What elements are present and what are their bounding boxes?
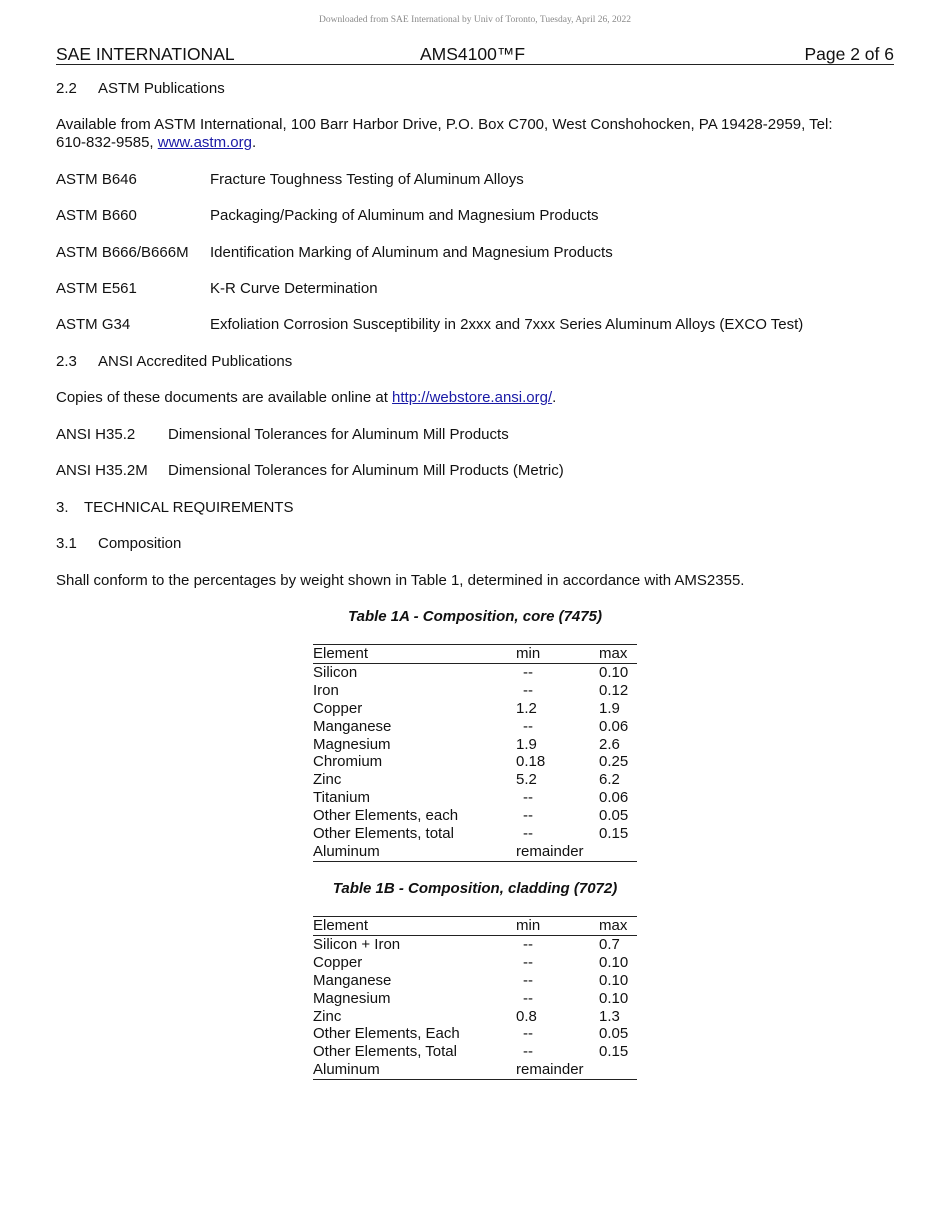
cell-min: -- [523, 717, 533, 735]
ansi-ref-row [56, 426, 916, 446]
table-row [313, 718, 637, 736]
table-row [313, 843, 637, 861]
section-2-3-heading [56, 353, 292, 370]
table-1a [313, 644, 637, 862]
header-org: SAE INTERNATIONAL [56, 44, 235, 64]
header-page-number: Page 2 of 6 [804, 44, 894, 64]
cell-element: Other Elements, Each [313, 1025, 460, 1043]
table-1b-caption: Table 1B - Composition, cladding (7072) [332, 880, 618, 897]
section-title: ANSI Accredited Publications [98, 353, 293, 370]
header-doc-number: AMS4100™F [420, 44, 526, 64]
table-row [313, 1025, 637, 1043]
cell-min: -- [523, 825, 533, 843]
section-title: ASTM Publications [98, 80, 225, 97]
cell-element: Other Elements, total [313, 825, 454, 843]
cell-max [599, 1061, 637, 1079]
astm-website-link[interactable]: www.astm.org [157, 134, 252, 151]
cell-element: Magnesium [313, 735, 391, 753]
cell-element: Manganese [313, 971, 392, 989]
table-row [313, 990, 637, 1008]
composition-text: Shall conform to the percentages by weight shown in Table 1, determined in accordance with AMS2355. [56, 572, 745, 589]
ref-code: ASTM B666/B666M [56, 244, 189, 261]
section-title: TECHNICAL REQUIREMENTS [84, 499, 294, 516]
cell-min: -- [523, 935, 533, 953]
ref-title: K-R Curve Determination [210, 280, 378, 297]
ref-code: ANSI H35.2M [56, 462, 148, 479]
table-row [313, 807, 637, 825]
cell-min: -- [523, 663, 533, 681]
cell-max: 0.05 [599, 1025, 629, 1043]
cell-min: 1.2 [516, 699, 537, 717]
cell-min: -- [523, 789, 533, 807]
ref-code: ASTM B660 [56, 207, 137, 224]
cell-max: 0.10 [599, 971, 629, 989]
cell-element: Copper [313, 699, 363, 717]
cell-min: remainder [516, 842, 584, 860]
cell-min: 0.8 [516, 1007, 537, 1025]
cell-element: Zinc [313, 771, 342, 789]
cell-max: 0.7 [599, 935, 620, 953]
table-row [313, 1061, 637, 1079]
header-max: max [599, 645, 628, 662]
cell-min: -- [523, 953, 533, 971]
astm-ref-row [56, 244, 916, 264]
table-1b [313, 916, 637, 1080]
download-note: Downloaded from SAE International by Univ of Toronto, Tuesday, April 26, 2022 [318, 15, 631, 25]
cell-min: -- [523, 971, 533, 989]
cell-max: 0.25 [599, 753, 629, 771]
astm-intro-period: . [251, 134, 257, 151]
ref-code: ASTM E561 [56, 280, 137, 297]
table-row [313, 972, 637, 990]
ansi-intro-period: . [552, 389, 557, 406]
ref-title: Dimensional Tolerances for Aluminum Mill Products (Metric) [168, 462, 564, 479]
ansi-ref-row [56, 462, 916, 482]
cell-min: -- [523, 681, 533, 699]
table-row [313, 1008, 637, 1026]
section-2-2-heading [56, 80, 225, 97]
cell-element: Iron [313, 681, 339, 699]
page-header [56, 44, 894, 65]
section-number: 2.3 [56, 353, 77, 370]
table-1a-caption: Table 1A - Composition, core (7475) [348, 608, 602, 625]
astm-ref-row [56, 316, 916, 336]
cell-element: Chromium [313, 753, 383, 771]
table-row [313, 700, 637, 718]
cell-min: -- [523, 807, 533, 825]
header-min: min [516, 645, 541, 662]
header-min: min [516, 917, 541, 934]
cell-min: -- [523, 989, 533, 1007]
ref-code: ASTM B646 [56, 171, 137, 188]
header-element: Element [313, 645, 369, 662]
cell-element: Silicon + Iron [313, 935, 401, 953]
table-row [313, 682, 637, 700]
section-3-1-heading [56, 535, 181, 552]
cell-element: Aluminum [313, 842, 380, 860]
header-element: Element [313, 917, 369, 934]
cell-min: 0.18 [516, 753, 546, 771]
table-row [313, 954, 637, 972]
cell-min: -- [523, 1043, 533, 1061]
astm-intro [56, 116, 898, 152]
ref-code: ASTM G34 [56, 316, 131, 333]
astm-intro-line1: Available from ASTM International, 100 Barr Harbor Drive, P.O. Box C700, West Conshohocken, PA 19428-2959, Tel: [56, 116, 833, 133]
ref-code: ANSI H35.2 [56, 426, 136, 443]
table-row [313, 753, 637, 771]
cell-max: 0.12 [599, 681, 629, 699]
cell-element: Other Elements, each [313, 807, 459, 825]
cell-element: Copper [313, 953, 363, 971]
ref-title: Fracture Toughness Testing of Aluminum Alloys [210, 171, 524, 188]
astm-ref-row [56, 207, 916, 227]
cell-max: 6.2 [599, 771, 620, 789]
cell-min: 5.2 [516, 771, 537, 789]
ansi-intro [56, 389, 556, 406]
cell-element: Manganese [313, 717, 392, 735]
cell-max: 0.06 [599, 789, 629, 807]
cell-max: 1.3 [599, 1007, 620, 1025]
cell-max: 0.10 [599, 663, 629, 681]
header-max: max [599, 917, 628, 934]
cell-element: Aluminum [313, 1061, 380, 1079]
ansi-webstore-link[interactable]: http://webstore.ansi.org/ [392, 389, 553, 406]
cell-element: Other Elements, Total [313, 1043, 457, 1061]
table-row [313, 1043, 637, 1061]
table-row [313, 663, 637, 681]
ref-title: Dimensional Tolerances for Aluminum Mill Products [168, 426, 509, 443]
astm-ref-row [56, 280, 916, 300]
cell-element: Zinc [313, 1007, 342, 1025]
table-row [313, 825, 637, 843]
section-number: 2.2 [56, 80, 77, 97]
cell-max: 1.9 [599, 699, 620, 717]
cell-max: 0.15 [599, 1043, 629, 1061]
cell-element: Silicon [313, 663, 358, 681]
cell-max: 2.6 [599, 735, 620, 753]
table-row [313, 736, 637, 754]
table-header-row [313, 645, 637, 664]
table-header-row [313, 917, 637, 936]
table-row [313, 771, 637, 789]
ref-title: Packaging/Packing of Aluminum and Magnesium Products [210, 207, 599, 224]
table-row [313, 935, 637, 953]
cell-max: 0.06 [599, 717, 629, 735]
astm-intro-line2: 610-832-9585, [56, 134, 158, 151]
section-title: Composition [98, 535, 182, 552]
section-3-heading [56, 499, 293, 516]
ansi-intro-text: Copies of these documents are available online at [56, 389, 393, 406]
cell-max: 0.10 [599, 989, 629, 1007]
cell-max: 0.05 [599, 807, 629, 825]
cell-min: -- [523, 1025, 533, 1043]
table-row [313, 789, 637, 807]
cell-element: Titanium [313, 789, 370, 807]
ref-title: Exfoliation Corrosion Susceptibility in 2xxx and 7xxx Series Aluminum Alloys (EXCO Test) [210, 316, 804, 333]
cell-max [599, 843, 637, 861]
cell-min: remainder [516, 1061, 584, 1079]
cell-max: 0.15 [599, 825, 629, 843]
ref-title: Identification Marking of Aluminum and Magnesium Products [210, 244, 613, 261]
cell-max: 0.10 [599, 953, 629, 971]
cell-min: 1.9 [516, 735, 537, 753]
section-number: 3. [56, 499, 69, 516]
cell-element: Magnesium [313, 989, 391, 1007]
section-number: 3.1 [56, 535, 77, 552]
astm-ref-row [56, 171, 916, 191]
